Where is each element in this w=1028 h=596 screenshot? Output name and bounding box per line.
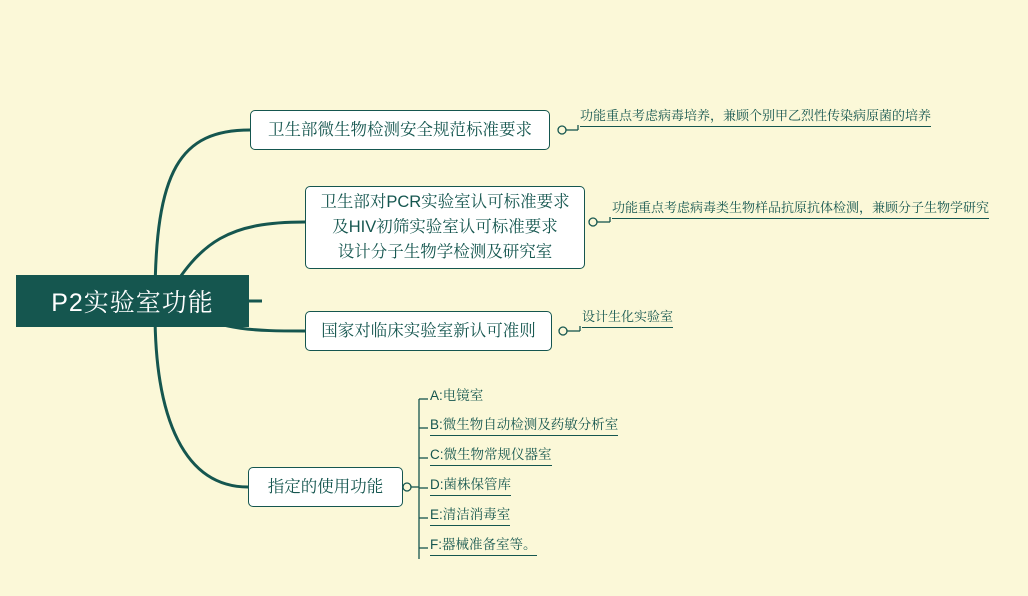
branch-node-2-line-2: 及HIV初筛实验室认可标准要求 bbox=[332, 218, 558, 237]
sub-leaf-e[interactable]: E:清洁消毒室 bbox=[430, 507, 510, 526]
branch-node-2[interactable] bbox=[305, 186, 585, 269]
sub-leaf-c[interactable]: C:微生物常规仪器室 bbox=[430, 447, 552, 466]
branch-node-1[interactable] bbox=[250, 110, 550, 150]
branch-node-2-line-1: 卫生部对PCR实验室认可标准要求 bbox=[320, 193, 570, 212]
leaf-node-3[interactable]: 设计生化实验室 bbox=[582, 309, 673, 328]
branch-node-2-line-3: 设计分子生物学检测及研究室 bbox=[337, 242, 553, 261]
leaf-node-2[interactable]: 功能重点考虑病毒类生物样品抗原抗体检测，兼顾分子生物学研究 bbox=[612, 200, 989, 219]
sub-leaf-b[interactable]: B:微生物自动检测及药敏分析室 bbox=[430, 417, 618, 436]
branch-node-4-line-1: 指定的使用功能 bbox=[267, 477, 384, 496]
sub-leaf-d[interactable]: D:菌株保管库 bbox=[430, 477, 511, 496]
branch-node-4[interactable] bbox=[248, 467, 403, 507]
root-node-label: P2实验室功能 bbox=[51, 289, 214, 317]
sub-leaf-f[interactable]: F:器械准备室等。 bbox=[430, 537, 537, 556]
branch-node-3-line-1: 国家对临床实验室新认可准则 bbox=[321, 321, 536, 340]
sub-leaf-a[interactable]: A:电镜室 bbox=[430, 388, 484, 403]
leaf-node-1[interactable]: 功能重点考虑病毒培养，兼顾个别甲乙烈性传染病原菌的培养 bbox=[580, 108, 931, 127]
branch-node-1-line-1: 卫生部微生物检测安全规范标准要求 bbox=[268, 120, 532, 139]
root-node[interactable] bbox=[16, 275, 249, 327]
branch-node-3[interactable] bbox=[305, 311, 552, 351]
